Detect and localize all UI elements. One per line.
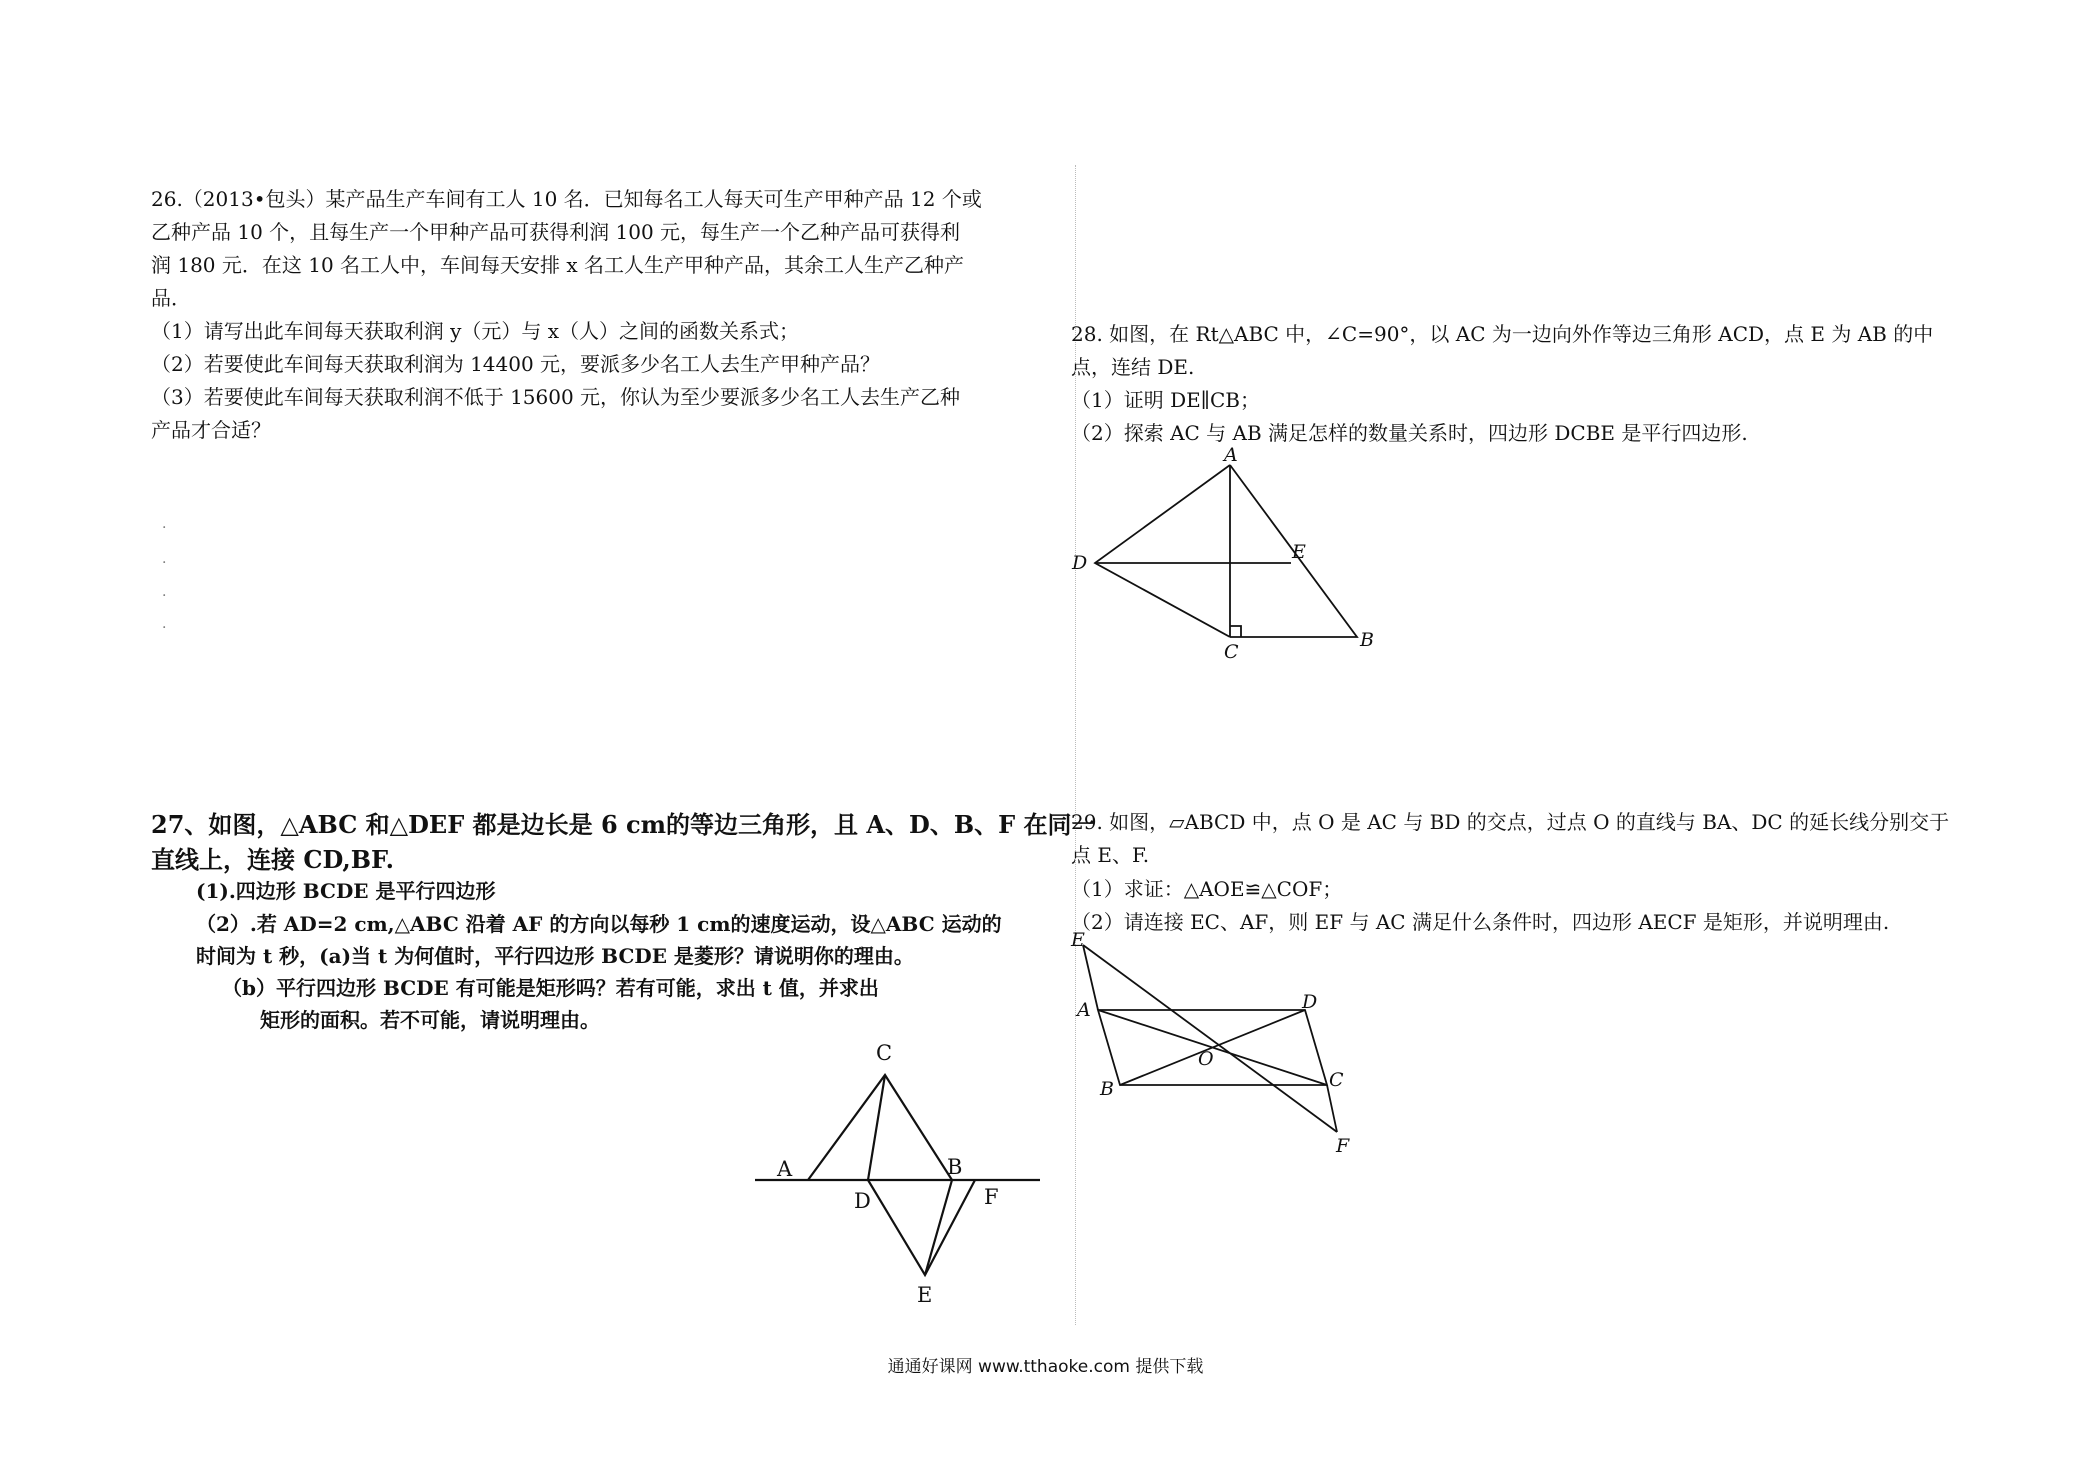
q27-triangle-abc xyxy=(808,1075,952,1180)
q26-part-3: （3）若要使此车间每天获取利润不低于 15600 元，你认为至少要派多少名工人去生产乙种 xyxy=(151,385,961,409)
q27-line-2: 直线上，连接 CD,BF. xyxy=(151,845,395,874)
q29-line-ef xyxy=(1083,945,1337,1132)
q27-part-2: （2）.若 AD=2 cm,△ABC 沿着 AF 的方向以每秒 1 cm的速度运动，设△ABC 运动的 xyxy=(196,912,1002,936)
q26-line-1: 26.（2013•包头）某产品生产车间有工人 10 名．已知每名工人每天可生产甲种产品 12 个或 xyxy=(151,187,982,211)
decor-dot: · xyxy=(162,555,167,571)
q27-part-2-b: （b）平行四边形 BCDE 有可能是矩形吗？若有可能，求出 t 值，并求出 xyxy=(222,976,879,1000)
q29-label-b: B xyxy=(1100,1078,1114,1100)
q28-line-2: 点，连结 DE. xyxy=(1071,355,1195,379)
q28-label-d: D xyxy=(1072,552,1088,574)
decor-dot: · xyxy=(162,520,167,536)
q27-segment-be xyxy=(925,1180,952,1275)
q27-label-c: C xyxy=(876,1041,893,1065)
page-footer: 通通好课网 www.tthaoke.com 提供下载 xyxy=(887,1357,1204,1377)
q27-part-1: (1).四边形 BCDE 是平行四边形 xyxy=(196,879,496,903)
q29-part-2: （2）请连接 EC、AF，则 EF 与 AC 满足什么条件时，四边形 AECF 是矩形，并说明理由. xyxy=(1071,910,1890,934)
q29-label-f: F xyxy=(1336,1135,1350,1157)
q29-line-1: 29. 如图，▱ABCD 中，点 O 是 AC 与 BD 的交点，过点 O 的直线与 BA、DC 的延长线分别交于 xyxy=(1071,810,1950,834)
q26-part-3-cont: 产品才合适？ xyxy=(151,418,271,442)
q27-label-e: E xyxy=(917,1283,933,1307)
q29-label-d: D xyxy=(1302,991,1318,1013)
q28-figure xyxy=(1065,445,1395,665)
q29-label-e: E xyxy=(1071,930,1085,951)
q27-figure xyxy=(740,1030,1060,1320)
q26-part-2: （2）若要使此车间每天获取利润为 14400 元，要派多少名工人去生产甲种产品？ xyxy=(151,352,881,376)
q26-line-2: 乙种产品 10 个，且每生产一个甲种产品可获得利润 100 元，每生产一个乙种产品可获得利 xyxy=(151,220,961,244)
q28-label-e: E xyxy=(1292,541,1306,563)
q28-label-b: B xyxy=(1360,629,1374,651)
q27-line-1: 27、如图，△ABC 和△DEF 都是边长是 6 cm的等边三角形，且 A、D、B、F 在同一 xyxy=(151,810,1096,839)
decor-dot: · xyxy=(162,588,167,604)
q28-label-c: C xyxy=(1224,641,1239,663)
q29-figure xyxy=(1065,930,1365,1170)
q28-line-1: 28. 如图，在 Rt△ABC 中，∠C=90°，以 AC 为一边向外作等边三角形 ACD，点 E 为 AB 的中 xyxy=(1071,322,1934,346)
q26-line-3: 润 180 元．在这 10 名工人中，车间每天安排 x 名工人生产甲种产品，其余工人生产乙种产 xyxy=(151,253,965,277)
q27-part-2-b-cont: 矩形的面积。若不可能，请说明理由。 xyxy=(260,1008,600,1032)
q27-part-2-a: 时间为 t 秒，(a)当 t 为何值时，平行四边形 BCDE 是菱形？请说明你的理由。 xyxy=(196,944,914,968)
q27-segment-cd xyxy=(868,1075,885,1180)
q29-label-o: O xyxy=(1198,1048,1214,1070)
q29-label-a: A xyxy=(1077,999,1091,1021)
q27-label-a: A xyxy=(777,1157,793,1181)
q26-part-1: （1）请写出此车间每天获取利润 y（元）与 x（人）之间的函数关系式； xyxy=(151,319,800,343)
q27-label-b: B xyxy=(947,1155,963,1179)
q27-triangle-def xyxy=(868,1180,975,1275)
q28-part-2: （2）探索 AC 与 AB 满足怎样的数量关系时，四边形 DCBE 是平行四边形. xyxy=(1071,421,1748,445)
q26-line-4: 品． xyxy=(151,286,191,310)
q27-label-f: F xyxy=(984,1185,999,1209)
q27-label-d: D xyxy=(854,1189,871,1213)
q28-triangle-acd xyxy=(1095,465,1230,637)
q28-label-a: A xyxy=(1224,445,1238,466)
q29-label-c: C xyxy=(1329,1069,1344,1091)
q29-line-2: 点 E、F. xyxy=(1071,843,1150,867)
q29-part-1: （1）求证：△AOE≌△COF； xyxy=(1071,877,1343,901)
decor-dot: · xyxy=(162,620,167,636)
q28-part-1: （1）证明 DE∥CB； xyxy=(1071,388,1260,412)
q28-right-angle xyxy=(1230,626,1241,637)
